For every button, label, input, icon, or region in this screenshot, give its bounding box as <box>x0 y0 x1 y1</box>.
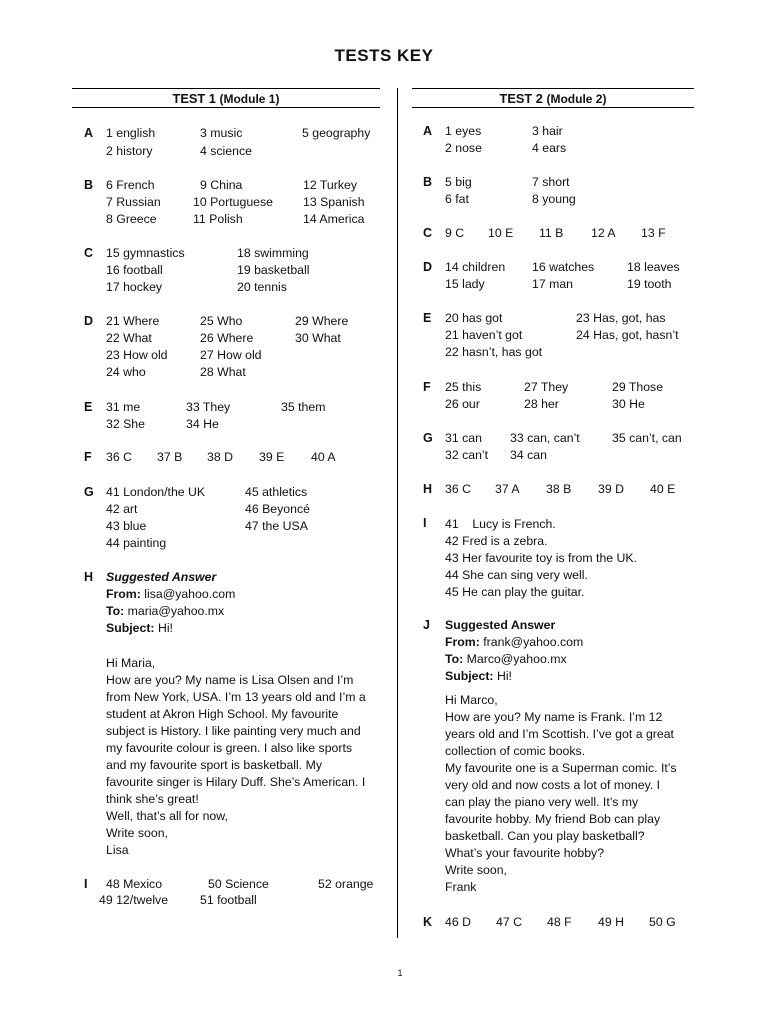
section-letter: K <box>423 915 433 929</box>
email-line: Hi Marco, <box>445 693 498 707</box>
answer-item: 34 can <box>510 448 547 462</box>
test1-header <box>72 91 380 106</box>
email-line: basketball. Can you play basketball? <box>445 829 645 843</box>
section-letter: G <box>84 485 94 499</box>
email-line: Frank <box>445 880 477 894</box>
section-letter: E <box>423 311 432 325</box>
section-letter: B <box>423 175 433 189</box>
section-letter: E <box>84 400 93 414</box>
email-line: student at Akron High School. My favourite <box>106 707 339 721</box>
column-divider <box>397 88 398 938</box>
section-letter: F <box>423 380 431 394</box>
answer-item: 39 E <box>259 450 285 464</box>
from-value: frank@yahoo.com <box>483 635 584 649</box>
answer-sentences <box>445 516 695 601</box>
answer-item: 50 Science <box>208 877 269 891</box>
answer-item: 37 A <box>495 482 520 496</box>
answer-item: 21 Where <box>106 314 160 328</box>
answer-item: 2 nose <box>445 141 482 155</box>
answer-item: 36 C <box>445 482 471 496</box>
to-label: To: <box>106 604 125 618</box>
answer-item: 7 short <box>532 175 570 189</box>
answer-item: 25 this <box>445 380 482 394</box>
answer-item: 2 history <box>106 144 153 158</box>
answer-item: 29 Those <box>612 380 664 394</box>
answer-item: 51 football <box>200 893 257 907</box>
page-number: 1 <box>397 968 403 978</box>
test2-title: TEST 2 <box>499 91 543 106</box>
answer-item: 4 science <box>200 144 252 158</box>
answer-item: 4 ears <box>532 141 567 155</box>
answer-sentence: 41 Lucy is French. <box>445 517 556 531</box>
answer-sentence: 42 Fred is a zebra. <box>445 534 548 548</box>
answer-item: 16 watches <box>532 260 595 274</box>
email-line: my favourite colour is green. I also like sports <box>106 741 353 755</box>
answer-item: 48 Mexico <box>106 877 163 891</box>
email-line: subject is History. I like painting very much and <box>106 724 361 738</box>
right-header-top-rule <box>412 88 694 89</box>
answer-item: 32 can’t <box>445 448 489 462</box>
answer-item: 45 athletics <box>245 485 308 499</box>
answer-item: 3 hair <box>532 124 563 138</box>
answer-sentence: 43 Her favourite toy is from the UK. <box>445 551 638 565</box>
answer-item: 18 swimming <box>237 246 309 260</box>
answer-item: 19 tooth <box>627 277 672 291</box>
answer-item: 40 A <box>311 450 336 464</box>
section-letter: B <box>84 178 94 192</box>
section-letter: D <box>84 314 94 328</box>
left-header-bottom-rule <box>72 107 380 108</box>
answer-item: 13 F <box>641 226 666 240</box>
section-letter: J <box>423 618 430 632</box>
test1-module: (Module 1) <box>219 92 280 106</box>
answer-item: 22 hasn’t, has got <box>445 345 543 359</box>
answer-item: 47 C <box>496 915 522 929</box>
answer-item: 35 them <box>281 400 326 414</box>
answer-item: 3 music <box>200 126 243 140</box>
section-letter: H <box>423 482 433 496</box>
answer-item: 18 leaves <box>627 260 680 274</box>
email-line: can play the piano very well. It’s my <box>445 795 639 809</box>
answer-item: 41 London/the UK <box>106 485 206 499</box>
email-line: from New York, USA. I’m 13 years old and I’m a <box>106 690 366 704</box>
test2-module: (Module 2) <box>546 92 607 106</box>
email-body <box>445 692 695 896</box>
answer-item: 13 Spanish <box>303 195 365 209</box>
answer-item: 6 fat <box>445 192 469 206</box>
answer-item: 52 orange <box>318 877 374 891</box>
answer-item: 40 E <box>650 482 676 496</box>
answer-item: 50 G <box>649 915 676 929</box>
from-value: lisa@yahoo.com <box>144 587 236 601</box>
email-from <box>106 587 235 601</box>
section-letter: G <box>423 431 433 445</box>
email-line: very old and now costs a lot of money. I <box>445 778 661 792</box>
section-letter: C <box>423 226 433 240</box>
answer-item: 24 Has, got, hasn’t <box>576 328 679 342</box>
answer-item: 19 basketball <box>237 263 310 277</box>
section-letter: A <box>84 126 94 140</box>
answer-item: 28 her <box>524 397 559 411</box>
subject-label: Subject: <box>106 621 155 635</box>
email-line: favourite singer is Hilary Duff. She’s American. I <box>106 775 366 789</box>
answer-item: 5 big <box>445 175 472 189</box>
section-letter: I <box>84 877 88 891</box>
section-letter: I <box>423 516 427 530</box>
answer-item: 20 has got <box>445 311 503 325</box>
test2-header <box>412 91 694 106</box>
email-line: Write soon, <box>445 863 507 877</box>
answer-item: 43 blue <box>106 519 147 533</box>
answer-item: 5 geography <box>302 126 371 140</box>
email-subject <box>106 621 173 635</box>
section-letter: H <box>84 570 94 584</box>
answer-item: 11 Polish <box>193 212 243 226</box>
email-line: think she’s great! <box>106 792 199 806</box>
answer-item: 8 Greece <box>106 212 157 226</box>
email-line: years old and I’m Scottish. I’ve got a great <box>445 727 674 741</box>
page-title: TESTS KEY <box>334 46 434 65</box>
email-line: collection of comic books. <box>445 744 586 758</box>
answer-item: 46 Beyoncé <box>245 502 310 516</box>
answer-item: 30 He <box>612 397 645 411</box>
answer-item: 23 How old <box>106 348 168 362</box>
answer-item: 37 B <box>157 450 183 464</box>
answer-item: 11 B <box>539 226 564 240</box>
answer-item: 1 eyes <box>445 124 482 138</box>
section-letter: A <box>423 124 433 138</box>
answer-item: 23 Has, got, has <box>576 311 666 325</box>
answer-item: 27 How old <box>200 348 262 362</box>
answer-item: 31 me <box>106 400 141 414</box>
email-body <box>106 655 386 859</box>
answer-item: 8 young <box>532 192 576 206</box>
answer-item: 22 What <box>106 331 152 345</box>
answer-item: 9 C <box>445 226 465 240</box>
answer-item: 21 haven’t got <box>445 328 523 342</box>
email-line: Write soon, <box>106 826 168 840</box>
answer-item: 17 man <box>532 277 574 291</box>
answer-item: 17 hockey <box>106 280 163 294</box>
email-line: My favourite one is a Superman comic. It’s <box>445 761 677 775</box>
answer-item: 36 C <box>106 450 132 464</box>
email-line: How are you? My name is Lisa Olsen and I’m <box>106 673 354 687</box>
answer-item: 38 D <box>207 450 233 464</box>
email-from <box>445 635 583 649</box>
to-value: Marco@yahoo.mx <box>466 652 567 666</box>
answer-item: 38 B <box>546 482 572 496</box>
answer-item: 32 She <box>106 417 145 431</box>
answer-item: 24 who <box>106 365 146 379</box>
answer-item: 48 F <box>547 915 572 929</box>
suggested-answer-heading: Suggested Answer <box>106 570 217 584</box>
right-header-bottom-rule <box>412 107 694 108</box>
answer-item: 25 Who <box>200 314 243 328</box>
email-line: What’s your favourite hobby? <box>445 846 605 860</box>
email-line: and my favourite sport is basketball. My <box>106 758 322 772</box>
answer-item: 44 painting <box>106 536 167 550</box>
section-letter: F <box>84 450 92 464</box>
answer-item: 49 12/twelve <box>99 893 169 907</box>
answer-item: 1 english <box>106 126 156 140</box>
answer-item: 27 They <box>524 380 569 394</box>
email-to <box>106 604 224 618</box>
email-line: Hi Maria, <box>106 656 156 670</box>
answer-sentence: 45 He can play the guitar. <box>445 585 585 599</box>
suggested-answer-heading: Suggested Answer <box>445 618 556 632</box>
answer-item: 6 French <box>106 178 155 192</box>
to-label: To: <box>445 652 464 666</box>
email-line: Lisa <box>106 843 129 857</box>
answer-item: 35 can’t, can <box>612 431 682 445</box>
answer-item: 34 He <box>186 417 219 431</box>
answer-item: 47 the USA <box>245 519 308 533</box>
email-line: Well, that’s all for now, <box>106 809 228 823</box>
email-to <box>445 652 567 666</box>
email-line: How are you? My name is Frank. I’m 12 <box>445 710 663 724</box>
answer-item: 33 They <box>186 400 231 414</box>
answer-item: 28 What <box>200 365 246 379</box>
test1-title: TEST 1 <box>172 91 216 106</box>
left-header-top-rule <box>72 88 380 89</box>
answer-item: 12 A <box>591 226 616 240</box>
answer-item: 26 our <box>445 397 480 411</box>
answer-item: 49 H <box>598 915 624 929</box>
answer-item: 16 football <box>106 263 163 277</box>
section-letter: D <box>423 260 433 274</box>
answer-item: 10 Portuguese <box>193 195 273 209</box>
from-label: From: <box>445 635 480 649</box>
to-value: maria@yahoo.mx <box>127 604 225 618</box>
subject-value: Hi! <box>157 621 173 635</box>
answer-item: 30 What <box>295 331 341 345</box>
answer-item: 26 Where <box>200 331 254 345</box>
answer-item: 29 Where <box>295 314 349 328</box>
answer-item: 12 Turkey <box>303 178 357 192</box>
answer-item: 10 E <box>488 226 514 240</box>
answer-item: 9 China <box>200 178 243 192</box>
email-subject <box>445 669 512 683</box>
answer-item: 46 D <box>445 915 471 929</box>
answer-item: 39 D <box>598 482 624 496</box>
answer-sentence: 44 She can sing very well. <box>445 568 588 582</box>
subject-label: Subject: <box>445 669 494 683</box>
answer-item: 20 tennis <box>237 280 287 294</box>
from-label: From: <box>106 587 141 601</box>
subject-value: Hi! <box>496 669 512 683</box>
answer-item: 33 can, can’t <box>510 431 580 445</box>
answer-item: 31 can <box>445 431 482 445</box>
answer-item: 14 America <box>303 212 365 226</box>
answer-item: 15 gymnastics <box>106 246 185 260</box>
answer-item: 7 Russian <box>106 195 161 209</box>
email-line: favourite hobby. My friend Bob can play <box>445 812 661 826</box>
section-letter: C <box>84 246 94 260</box>
answer-item: 42 art <box>106 502 138 516</box>
answer-item: 15 lady <box>445 277 485 291</box>
answer-item: 14 children <box>445 260 506 274</box>
